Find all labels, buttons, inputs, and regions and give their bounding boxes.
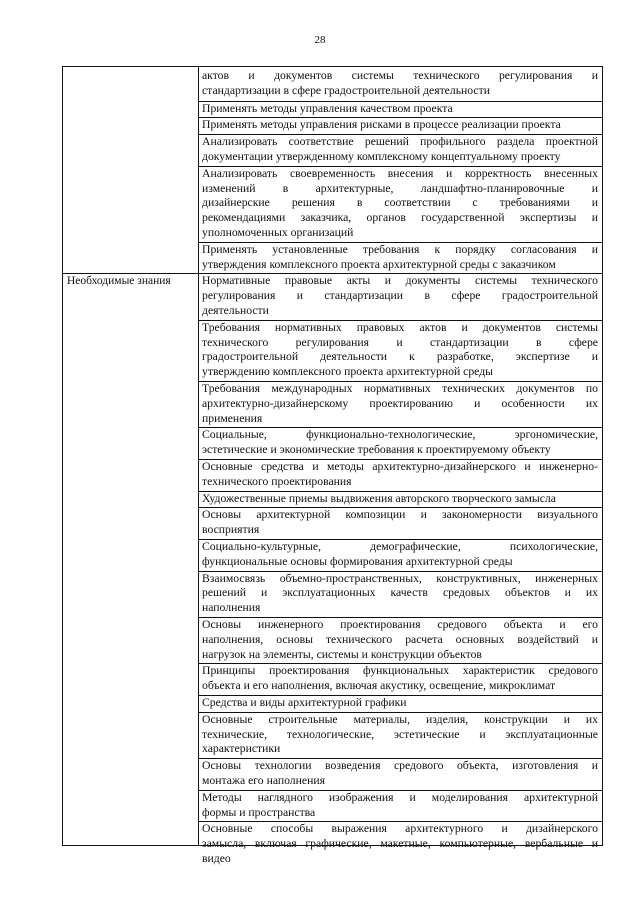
cell-text-line: Социальные, функционально-технологические, эргономические, — [202, 428, 598, 442]
cell-text-line: Основы технологии возведения средового объекта, изготовления и — [202, 759, 598, 773]
cell-text-line: Основы инженерного проектирования средового объекта и его — [202, 618, 598, 631]
cell-text-line: изменений в архитектурные, ландшафтно-планировочные и — [202, 181, 598, 195]
cell-text-line: наполнения — [202, 601, 261, 615]
knowledge-cell — [199, 571, 602, 617]
section-divider — [63, 273, 199, 274]
cell-text-line: формы и пространства — [202, 805, 316, 819]
cell-text-line: дизайнерские решения в соответствии с требованиями и — [202, 196, 598, 210]
cell-text-line: монтажа его наполнения — [202, 773, 325, 787]
cell-text-line: Принципы проектирования функциональных характеристик средового — [202, 664, 598, 678]
knowledge-cell — [199, 712, 602, 758]
cell-text-line: документации утвержденному комплексному концептуальному проекту — [202, 149, 561, 163]
cell-text-line: Основы архитектурной композиции и закономерности визуального — [202, 508, 598, 522]
cell-text-line: Требования международных нормативных технических документов по — [202, 382, 598, 395]
knowledge-cell — [199, 491, 602, 508]
cell-text-line: Анализировать своевременность внесения и корректность внесенных — [202, 166, 598, 180]
cell-text-line: Основные средства и методы архитектурно-дизайнерского и инженерно- — [202, 460, 598, 473]
cell-text-line: функциональные основы формирования архитектурной среды — [202, 554, 513, 568]
cell-text-line: технического регулирования и стандартизации в сфере — [202, 335, 598, 349]
skill-cell — [199, 242, 602, 274]
cell-text-line: архитектурно-дизайнерскому проектированию и особенности их — [202, 396, 598, 410]
cell-text-line: Средства и виды архитектурной графики — [202, 696, 407, 709]
cell-text-line: Методы наглядного изображения и моделирования архитектурной — [202, 790, 598, 804]
cell-text-line: восприятия — [202, 523, 260, 537]
cell-text-line: Применять установленные требования к порядку согласования и — [202, 242, 598, 256]
knowledge-cell — [199, 273, 602, 319]
cell-text-line: видео — [202, 851, 231, 865]
cell-text-line: Основные строительные материалы, изделия, конструкции и их — [202, 712, 598, 726]
knowledge-cell — [199, 427, 602, 459]
cell-text-line: эстетические и экономические требования к проектируемому объекту — [202, 443, 551, 457]
section-label-knowledge: Необходимые знания — [67, 275, 171, 288]
cell-text-line: применения — [202, 411, 263, 425]
cell-text-line: Требования нормативных правовых актов и документов системы — [202, 320, 598, 334]
knowledge-cell — [199, 459, 602, 491]
cell-text-line: решений и эксплуатационных качеств средовых объектов и их — [202, 586, 598, 600]
cell-text-line: Анализировать соответствие решений профильного раздела проектной — [202, 135, 598, 149]
cell-text-line: Нормативные правовые акты и документы системы технического — [202, 274, 598, 288]
cell-text-line: регулирования и стандартизации в сфере градостроительной — [202, 289, 598, 303]
competency-table — [62, 66, 603, 865]
cell-text-line: технического проектирования — [202, 474, 352, 488]
skill-cell — [199, 134, 602, 166]
skill-cell — [199, 101, 602, 118]
knowledge-cell — [199, 758, 602, 790]
cell-text-line: градостроительной деятельности к разработке, экспертизе и — [202, 350, 598, 364]
cell-text-line: Художественные приемы выдвижения авторского творческого замысла — [202, 491, 556, 505]
cell-text-line: деятельности — [202, 303, 269, 317]
cell-text-line: Социально-культурные, демографические, психологические, — [202, 540, 598, 553]
cell-text-line: Применять методы управления рисками в процессе реализации проекта — [202, 118, 561, 132]
cell-text-line: Основные способы выражения архитектурного и дизайнерского — [202, 822, 598, 836]
skill-cell — [199, 166, 602, 242]
page-number: 28 — [314, 34, 326, 46]
cell-text-line: Применять методы управления качеством проекта — [202, 101, 453, 115]
knowledge-cell — [199, 320, 602, 381]
knowledge-cell — [199, 695, 602, 712]
cell-text-line: рекомендациями заказчика, органов государственной экспертизы и — [202, 211, 598, 225]
knowledge-cell — [199, 507, 602, 539]
cell-text-line: утверждению комплексного проекта архитектурной среды — [202, 365, 494, 379]
cell-text-line: актов и документов системы технического регулирования и — [202, 69, 598, 82]
cell-text-line: нагрузок на элементы, системы и конструкции объектов — [202, 647, 482, 661]
skill-cell — [199, 117, 602, 134]
knowledge-cell — [199, 663, 602, 695]
cell-text-line: замысла, включая графические, макетные, компьютерные, вербальные и — [202, 837, 598, 851]
cell-text-line: Взаимосвязь объемно-пространственных, конструктивных, инженерных — [202, 571, 598, 585]
knowledge-cell — [199, 821, 602, 867]
cell-text-line: наполнения, основы технического расчета основных воздействий и — [202, 632, 598, 646]
knowledge-cell — [199, 539, 602, 571]
skill-cell — [199, 69, 602, 101]
cell-text-line: утверждения комплексного проекта архитектурной среды с заказчиком — [202, 257, 556, 271]
knowledge-cell — [199, 381, 602, 427]
cell-text-line: объекта и его наполнения, включая акустику, освещение, микроклимат — [202, 679, 556, 693]
knowledge-cell — [199, 617, 602, 663]
cell-text-line: уполномоченных организаций — [202, 225, 354, 239]
knowledge-cell — [199, 790, 602, 822]
cell-text-line: технические, технологические, эстетические и эксплуатационные — [202, 727, 598, 741]
cell-text-line: характеристики — [202, 742, 281, 756]
cell-text-line: стандартизации в сфере градостроительной деятельности — [202, 83, 490, 97]
